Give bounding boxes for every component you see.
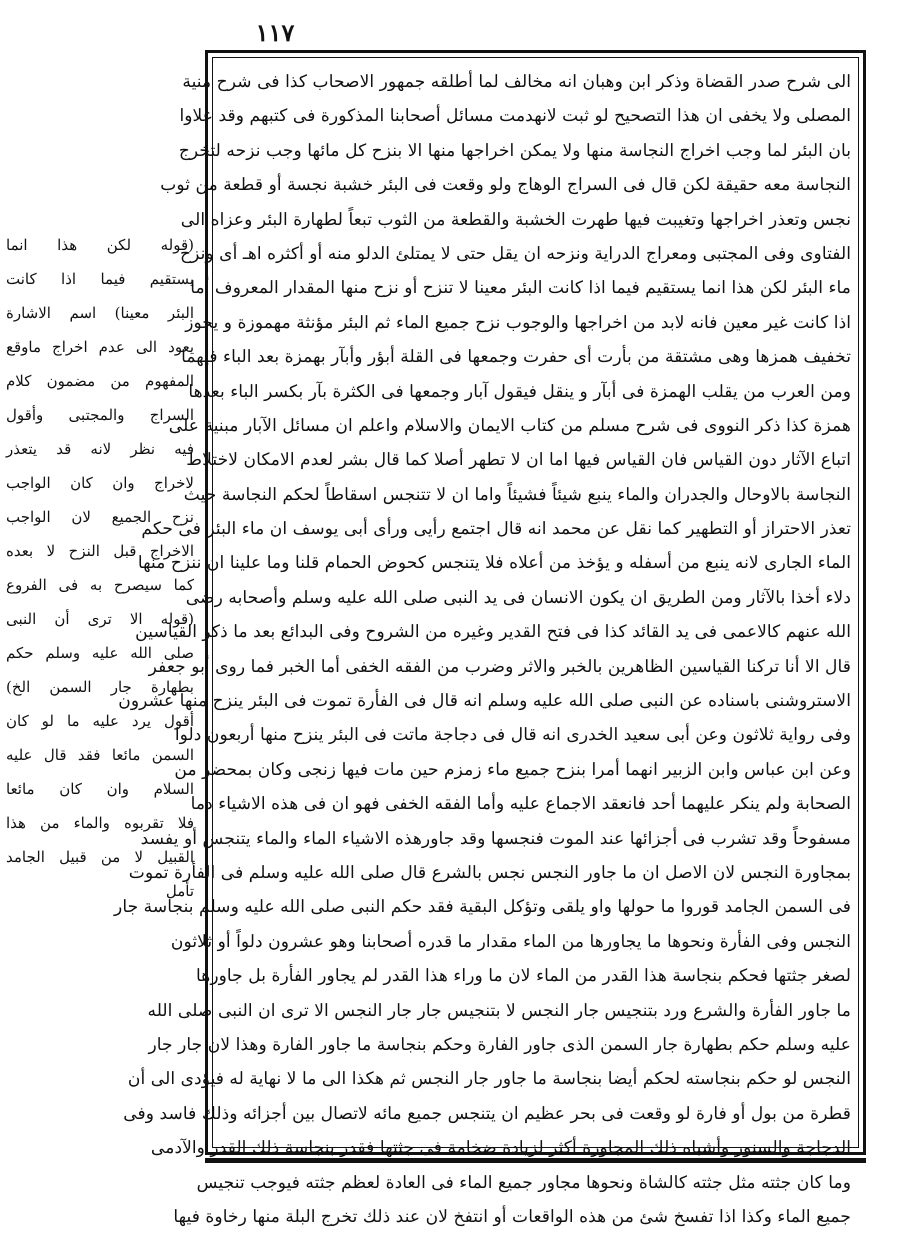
margin-note-line: السلام وان كان مائعا bbox=[6, 780, 194, 798]
margin-note-line: المفهوم من مضمون كلام bbox=[6, 372, 194, 390]
margin-note-line: (قوله لكن هذا انما bbox=[6, 236, 194, 254]
text-line: فى السمن الجامد قوروا ما حولها واو يلقى وتؤكل البقية فقد حكم النبى صلى الله عليه وسلم بنجاسة جار bbox=[114, 897, 851, 918]
margin-note-line: فيه نظر لانه قد يتعذر bbox=[6, 440, 194, 458]
margin-note-line: بطهارة جار السمن الخ) bbox=[6, 678, 194, 696]
text-line: عليه وسلم حكم بطهارة جار السمن الذى جاور الفارة وحكم بنجاسة ما جاور الفارة وهذا لان جار جار bbox=[148, 1034, 851, 1055]
text-line: النجاسة معه حقيقة لكن قال فى السراج الوهاج ولو وقعت فى البئر خشبة نجسة أو قطعة من ثوب bbox=[160, 175, 851, 196]
text-line: تخفيف همزها وهى مشتقة من بأرت أى حفرت وجمعها فى القلة أبؤر وأبآر بهمزة بعد الباء فيهما bbox=[181, 347, 851, 368]
text-line: جميع الماء وكذا اذا تفسخ شئ من هذه الواقعات أو انتفخ لان عند ذلك تخرج البلة منها رخاوة فيها bbox=[173, 1206, 851, 1227]
text-line: قطرة من بول أو فارة لو وقعت فى بحر عظيم ان يتنجس جميع مائه لاتصال بين أجزائه وذلك فاسد وفى bbox=[123, 1103, 851, 1124]
text-line: الماء الجارى لانه ينبع من أسفله و يؤخذ من أعلاه فلا يتنجس كحوض الحمام قلنا وما علينا ان ننزح منها bbox=[137, 553, 851, 574]
margin-note-line: الاخراج قبل النزح لا بعده bbox=[6, 542, 194, 560]
text-line: همزة كذا ذكر النووى فى شرح مسلم من كتاب الايمان والاسلام واعلم ان مسائل الآبار مبنية على bbox=[168, 415, 851, 436]
text-line: ومن العرب من يقلب الهمزة فى أبآر و ينقل فيقول آبار وجمعها فى الكثرة بآر بكسر الباء بعدها bbox=[188, 381, 851, 402]
text-line: النجس وفى الفأرة ونحوها ما يجاورها من الماء مقدار ما قدره أصحابنا وهو عشرون دلواً أو ثلاثون bbox=[170, 931, 851, 952]
margin-note-line: صلى الله عليه وسلم حكم bbox=[6, 644, 194, 662]
text-line: الصحابة ولم ينكر عليهما أحد فانعقد الاجماع عليه وأما الفقه الخفى فهو ان فى هذه الاشياء دما bbox=[190, 794, 851, 815]
text-line: الله عنهم كالاعمى فى يد القائد كذا فى فتح القدير وغيره من الشروح وفى البدائع بعد ما ذكر القياسين bbox=[135, 622, 851, 643]
text-line: ماء البئر لكن هذا انما يستقيم فيما اذا كانت البئر معينا لا تنزح أو نزح منها المقدار المعروف أما bbox=[190, 278, 851, 299]
text-line: الفتاوى وفى المجتبى ومعراج الدراية ونزحه ان يقل حتى لا يمتلئ الدلو منه أو أكثره اهـ أى ونزح bbox=[180, 243, 851, 264]
margin-note-line: السراج والمجتبى وأقول bbox=[6, 406, 194, 424]
margin-note-line: تأمل bbox=[165, 882, 194, 900]
text-line: بان البئر لما وجب اخراج النجاسة منها ولا يمكن اخراجها منها الا بنزح كل مائها وجب نزحه لتخرج bbox=[178, 140, 851, 161]
margin-note-line: يعود الى عدم اخراج ماوقع bbox=[6, 338, 194, 356]
text-line: وما كان جثته مثل جثته كالشاة ونحوها مجاور جميع الماء فى العادة لعظم جثته فيوجب تنجيس bbox=[196, 1172, 851, 1193]
bottom-rule bbox=[205, 1158, 866, 1163]
margin-note-line: فلا تقربوه والماء من هذا bbox=[6, 814, 194, 832]
text-line: وفى رواية ثلاثون وعن أبى سعيد الخدرى انه قال فى دجاجة ماتت فى البئر ينزح منها أربعون دلوا bbox=[174, 725, 851, 746]
text-line: مسفوحاً وقد تشرب فى أجزائها عند الموت فنجسها وقد جاورهذه الاشياء الماء والماء يتنجس أو يفسد bbox=[140, 828, 851, 849]
margin-commentary bbox=[6, 228, 194, 900]
text-line: الاستروشنى باسناده عن النبى صلى الله عليه وسلم انه قال فى الفأرة تموت فى البئر ينزح منها عشرون bbox=[118, 691, 851, 712]
text-line: لصغر جثتها فحكم بنجاسة هذا القدر من الماء لان ما وراء هذا القدر لم يجاور الفأرة بل جاورها bbox=[196, 966, 851, 987]
margin-note-line: يستقيم فيما اذا كانت bbox=[6, 270, 194, 288]
margin-note-line: نزح الجميع لان الواجب bbox=[6, 508, 194, 526]
margin-note-line: لاخراج وان كان الواجب bbox=[6, 474, 194, 492]
text-line: تعذر الاحتراز أو التطهير كما نقل عن محمد انه قال اجتمع رأيى ورأى أبى يوسف ان ماء البئر فى حكم bbox=[141, 519, 851, 540]
margin-note-line: أقول يرد عليه ما لو كان bbox=[6, 712, 194, 730]
text-line: المصلى ولا يخفى ان هذا التصحيح لو ثبت لانهدمت مسائل أصحابنا المذكورة فى كتبهم وقد علاوا bbox=[179, 106, 851, 127]
text-line: النجس لو حكم بنجاسته لحكم أيضا بنجاسة ما جاور جار النجس ثم هكذا الى ما لا نهاية له فيؤدى الى أن bbox=[127, 1069, 851, 1090]
margin-note-line: كما سيصرح به فى الفروع bbox=[6, 576, 194, 594]
text-line: نجس وتعذر اخراجها وتغيبت فيها طهرت الخشبة والقطعة من الثوب تبعاً لطهارة البئر وعزاه الى bbox=[180, 209, 851, 230]
page-number: ١١٧ bbox=[255, 18, 295, 47]
margin-note-line: السمن مائعا فقد قال عليه bbox=[6, 746, 194, 764]
text-line: ما جاور الفأرة والشرع ورد بتنجيس جار النجس لا بتنجيس جار جار النجس الا ترى ان النبى صلى الله bbox=[147, 1000, 851, 1021]
text-line: النجاسة بالاوحال والجدران والماء ينبع شيئاً فشيئاً واما ان لا تتنجس اسقاطاً لحكم النجاسة حيث bbox=[183, 484, 851, 505]
text-line: الدجاجة والسنور وأشباه ذلك المجاورة أكثر لزيادة ضخامة فى جثتها فقدر بنجاسة ذلك القدر والآدمى bbox=[150, 1138, 851, 1159]
text-line: الى شرح صدر القضاة وذكر ابن وهبان انه مخالف لما أطلقه جمهور الاصحاب كذا فى شرح منية bbox=[182, 72, 851, 92]
text-line: قال الا أنا تركنا القياسين الظاهرين بالخبر والاثر وضرب من الفقه الخفى أما الخبر فما روى أبو جعفر bbox=[148, 656, 851, 677]
text-line: اذا كانت غير معين فانه لابد من اخراجها والوجوب نزح جميع الماء ثم البئر مؤنثة مهموزة و يجوز bbox=[185, 312, 851, 333]
margin-note-line: القبيل لا من قبيل الجامد bbox=[6, 848, 194, 866]
text-line: وعن ابن عباس وابن الزبير انهما أمرا بنزح جميع ماء زمزم حين مات فيها زنجى وكان بمحضر من bbox=[174, 759, 851, 780]
margin-note-line: (قوله الا ترى أن النبى bbox=[6, 610, 194, 628]
text-line: بمجاورة النجس لان الاصل ان ما جاور النجس نجس بالشرع قال صلى الله عليه وسلم فى الفأرة تموت bbox=[128, 862, 851, 883]
text-line: اتباع الآثار دون القياس فان القياس فيها اما ان لا تطهر أصلا كما قال بشر لعدم الامكان لاختلاط bbox=[186, 450, 851, 471]
text-line: دلاء أخذا بالآثار ومن الطريق ان يكون الانسان فى يد النبى صلى الله عليه وسلم وأصحابه رضى bbox=[185, 587, 851, 608]
margin-note-line: البئر معينا) اسم الاشارة bbox=[6, 304, 194, 322]
